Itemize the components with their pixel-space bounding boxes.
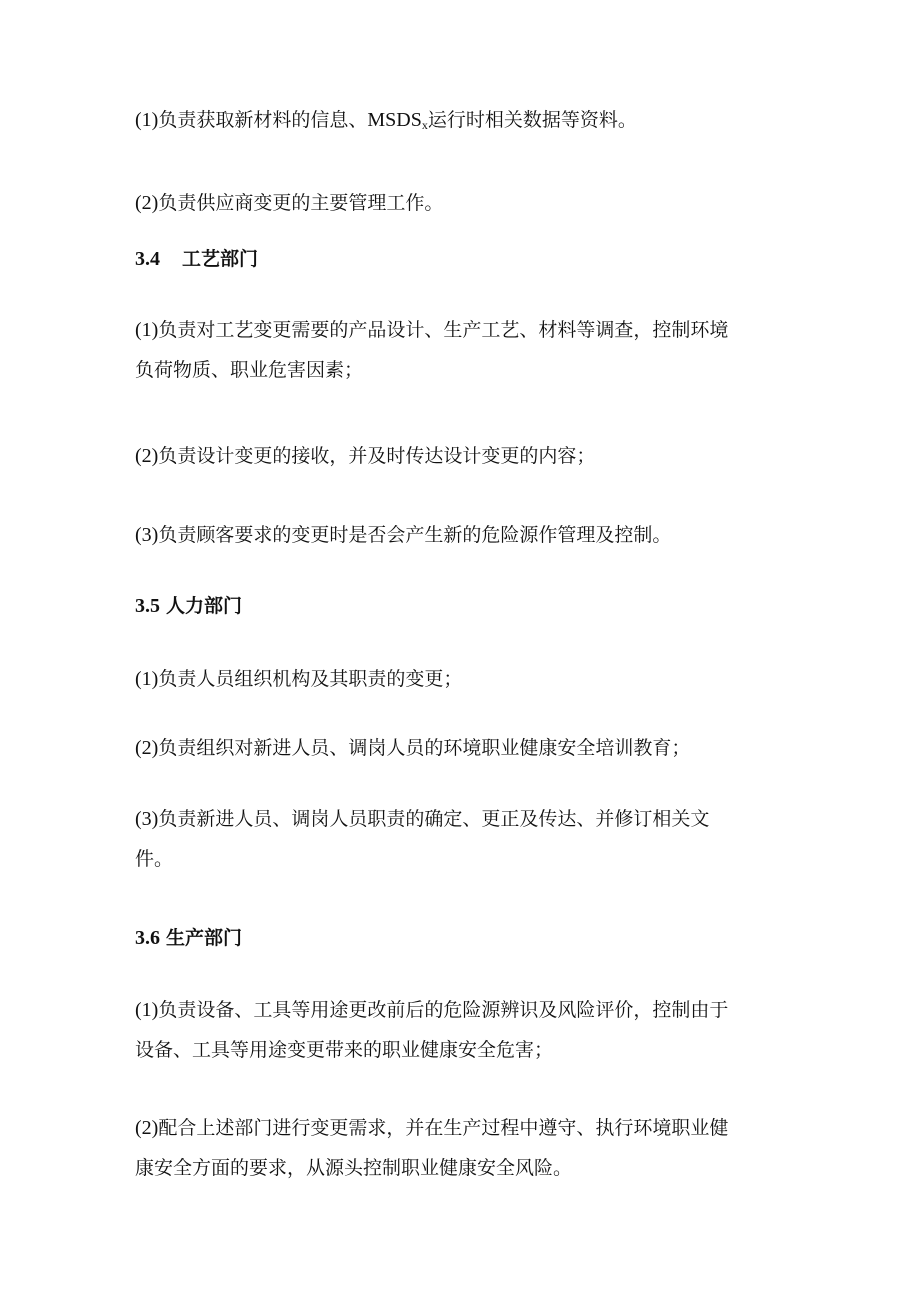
paragraph-line xyxy=(135,1148,785,1188)
item-number: (1) xyxy=(135,319,159,341)
item-number: (2) xyxy=(135,445,159,467)
paragraph-line xyxy=(135,728,785,768)
paragraph-line xyxy=(135,350,785,390)
paragraph-3-4-item-1 xyxy=(135,310,785,390)
paragraph-line xyxy=(135,310,785,350)
paragraph-3-5-item-1 xyxy=(135,659,785,699)
paragraph-item-1 xyxy=(135,100,785,140)
item-number: (2) xyxy=(135,1117,159,1139)
paragraph-text: 负责新进人员、调岗人员职责的确定、更正及传达、并修订相关文 xyxy=(158,808,710,830)
item-number: (3) xyxy=(135,808,159,830)
paragraph-item-2 xyxy=(135,183,785,223)
paragraph-text: 配合上述部门进行变更需求，并在生产过程中遵守、执行环境职业健 xyxy=(158,1117,729,1139)
item-number: (3) xyxy=(135,524,159,546)
paragraph-text: 负荷物质、职业危害因素； xyxy=(135,359,364,381)
paragraph-text: 负责设备、工具等用途更改前后的危险源辨识及风险评价，控制由于 xyxy=(158,999,729,1021)
paragraph-text: 负责顾客要求的变更时是否会产生新的危险源作管理及控制。 xyxy=(158,524,672,546)
section-title: 人力部门 xyxy=(166,595,243,617)
item-number: (1) xyxy=(135,668,159,690)
paragraph-3-6-item-2 xyxy=(135,1108,785,1188)
section-number: 3.6 xyxy=(135,927,160,949)
paragraph-line xyxy=(135,659,785,699)
item-number: (2) xyxy=(135,192,159,214)
paragraph-line xyxy=(135,990,785,1030)
paragraph-3-5-item-3 xyxy=(135,799,785,879)
paragraph-text: 负责设计变更的接收，并及时传达设计变更的内容； xyxy=(158,445,596,467)
paragraph-line xyxy=(135,1108,785,1148)
paragraph-line xyxy=(135,100,785,140)
paragraph-text: 负责获取新材料的信息、 xyxy=(158,109,368,131)
paragraph-3-6-item-1 xyxy=(135,990,785,1070)
section-heading-3-4 xyxy=(135,239,258,279)
section-number: 3.4 xyxy=(135,248,160,270)
paragraph-text: 负责人员组织机构及其职责的变更； xyxy=(158,668,463,690)
item-number: (1) xyxy=(135,999,159,1021)
section-title: 生产部门 xyxy=(166,927,243,949)
paragraph-line xyxy=(135,1030,785,1070)
section-number: 3.5 xyxy=(135,595,160,617)
paragraph-line xyxy=(135,436,785,476)
section-heading-3-6 xyxy=(135,918,242,958)
paragraph-3-4-item-2 xyxy=(135,436,785,476)
paragraph-text: 负责对工艺变更需要的产品设计、生产工艺、材料等调查，控制环境 xyxy=(158,319,729,341)
msds-term: MSDS xyxy=(367,109,422,131)
paragraph-text: 运行时相关数据等资料。 xyxy=(427,109,637,131)
paragraph-text: 负责组织对新进人员、调岗人员的环境职业健康安全培训教育； xyxy=(158,737,691,759)
paragraph-text: 康安全方面的要求，从源头控制职业健康安全风险。 xyxy=(135,1157,573,1179)
paragraph-3-5-item-2 xyxy=(135,728,785,768)
item-number: (2) xyxy=(135,737,159,759)
paragraph-text: 件。 xyxy=(135,848,174,870)
paragraph-text: 设备、工具等用途变更带来的职业健康安全危害； xyxy=(135,1039,554,1061)
item-number: (1) xyxy=(135,109,159,131)
paragraph-line xyxy=(135,839,785,879)
paragraph-line xyxy=(135,799,785,839)
paragraph-line xyxy=(135,183,785,223)
paragraph-text: 负责供应商变更的主要管理工作。 xyxy=(158,192,444,214)
section-heading-3-5 xyxy=(135,586,242,626)
msds-subscript: x xyxy=(421,118,428,132)
paragraph-line xyxy=(135,515,785,555)
section-title: 工艺部门 xyxy=(182,248,259,270)
paragraph-3-4-item-3 xyxy=(135,515,785,555)
